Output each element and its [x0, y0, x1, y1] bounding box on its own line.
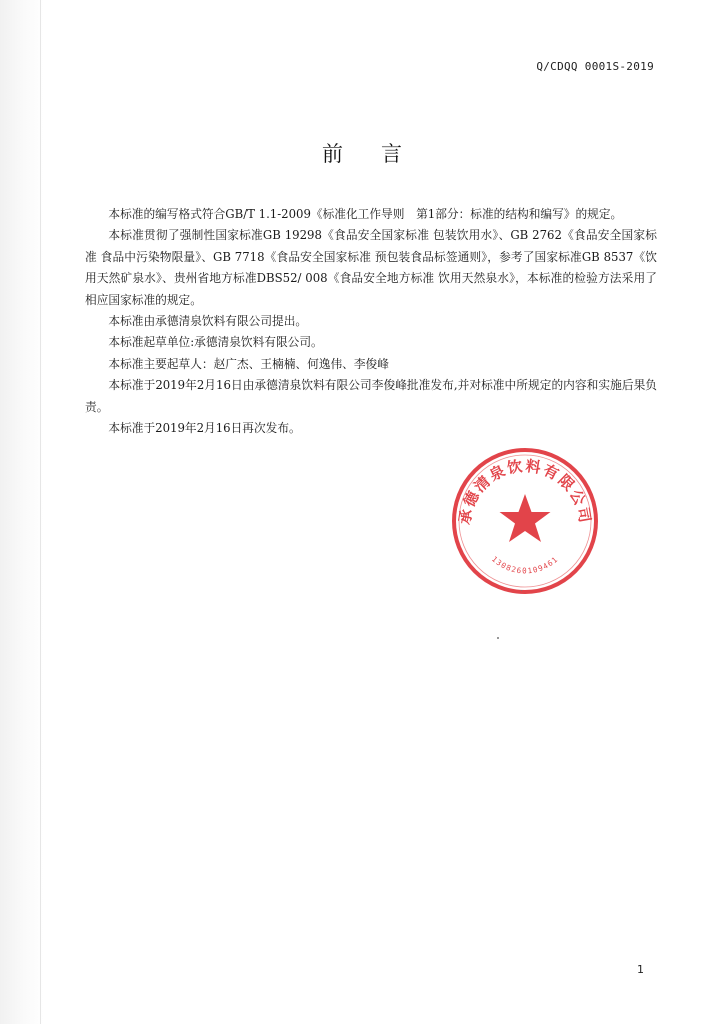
page-title: 前言	[322, 142, 440, 166]
scan-speck	[521, 590, 522, 591]
seal-company-text: 承德清泉饮料有限公司	[455, 456, 595, 526]
paragraph-standards: 本标准贯彻了强制性国家标准GB 19298《食品安全国家标准 包装饮用水》、GB 2762《食品安全国家标准 食品中污染物限量》、GB 7718《食品安全国家标准 预包装食品标签通则》，参考了国家标准GB 8537《饮用天然矿泉水》、贵州省地方标准DBS52/ 008《食品安全地方标准 饮用天然泉水》，本标准的检验方法采用了相应国家标准的规定。	[85, 228, 657, 307]
paragraph-release: 本标准于2019年2月16日再次发布。	[108, 421, 301, 436]
paragraph-drafting-unit: 本标准起草单位:承德清泉饮料有限公司。	[108, 335, 323, 350]
company-seal	[450, 446, 600, 596]
document-code: Q/CDQQ 0001S-2019	[536, 60, 654, 73]
document-body	[85, 204, 657, 439]
page-number: 1	[637, 963, 644, 976]
paragraph-proposer: 本标准由承德清泉饮料有限公司提出。	[108, 314, 308, 329]
paragraph-drafters: 本标准主要起草人：赵广杰、王楠楠、何逸伟、李俊峰	[108, 356, 389, 371]
star-icon	[500, 494, 551, 542]
paragraph-format: 本标准的编写格式符合GB/T 1.1-2009《标准化工作导则 第1部分：标准的结构和编写》的规定。	[108, 207, 623, 221]
scan-speck	[497, 637, 499, 639]
paragraph-approval: 本标准于2019年2月16日由承德清泉饮料有限公司李俊峰批准发布,并对标准中所规定的内容和实施后果负责。	[85, 378, 657, 414]
seal-number-text: 1308260109461	[489, 554, 561, 576]
